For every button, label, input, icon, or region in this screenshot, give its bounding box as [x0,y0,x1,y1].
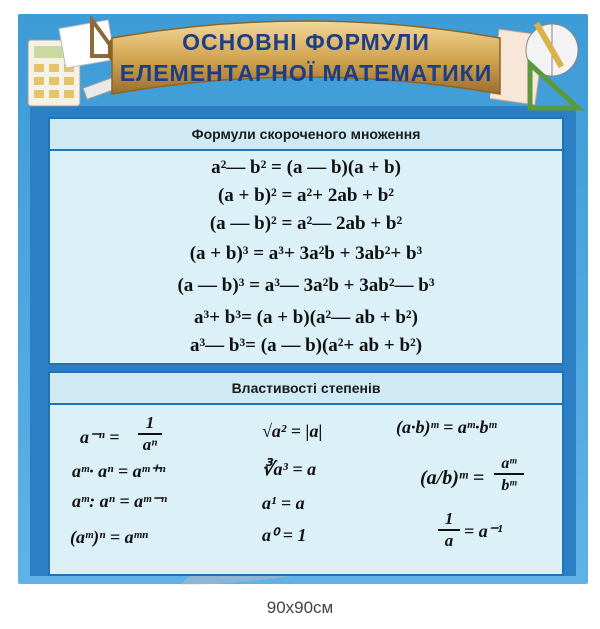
banner-title-line2: ЕЛЕМЕНТАРНОЇ МАТЕМАТИКИ [119,60,493,86]
formula-square-of-sum: (a + b)² = a²+ 2ab + b² [217,185,394,206]
fraction-numerator: 1 [438,509,460,531]
formula-difference-of-cubes: a³— b³= (a — b)(a²+ ab + b²) [189,335,423,356]
powers-properties-panel [48,371,564,576]
formula-sum-of-cubes: a³+ b³= (a + b)(a²— ab + b²) [194,307,418,328]
fraction-denominator: a [444,531,454,550]
formula-reciprocal: = a⁻¹ [464,521,503,541]
title-banner [108,10,504,106]
formula-difference-of-squares: a²— b² = (a — b)(a + b) [211,157,401,178]
size-caption: 90x90см [266,598,334,617]
formula-negative-exponent: a⁻ⁿ = [80,427,120,447]
fraction-numerator: 1 [138,413,162,435]
formula-power-zero: a⁰ = 1 [262,525,307,545]
fraction-denominator: aⁿ [142,435,158,454]
formula-product-of-powers: aᵐ· aⁿ = aᵐ⁺ⁿ [72,461,166,481]
formula-power-of-power: (aᵐ)ⁿ = aᵐⁿ [70,527,149,547]
formula-quotient-of-powers: aᵐ: aⁿ = aᵐ⁻ⁿ [72,491,168,511]
formula-square-root-of-square: √a² = |a| [262,421,323,441]
formula-power-of-product: (a·b)ᵐ = aᵐ·bᵐ [396,417,497,437]
stationery-left-icon [22,16,122,112]
formula-power-one: a¹ = a [262,493,305,513]
formula-square-of-difference: (a — b)² = a²— 2ab + b² [209,213,403,234]
section-title: Формули скороченого множення [50,119,562,151]
banner-ribbon-icon [108,10,504,106]
banner-title-line1: ОСНОВНІ ФОРМУЛИ [182,29,430,55]
formula-cube-of-sum: (a + b)³ = a³+ 3a²b + 3ab²+ b³ [189,243,423,264]
stationery-right-icon [490,14,586,114]
fraction-denominator: bᵐ [501,477,517,494]
section-title: Властивості степенів [50,373,562,405]
formula-cube-root-of-cube: ∛a³ = a [262,459,317,479]
short-multiplication-panel [48,117,564,365]
formula-power-of-quotient: (a/b)ᵐ = [420,467,485,489]
formula-cube-of-difference: (a — b)³ = a³— 3a²b + 3ab²— b³ [177,275,435,296]
fraction-numerator: aᵐ [494,455,524,475]
